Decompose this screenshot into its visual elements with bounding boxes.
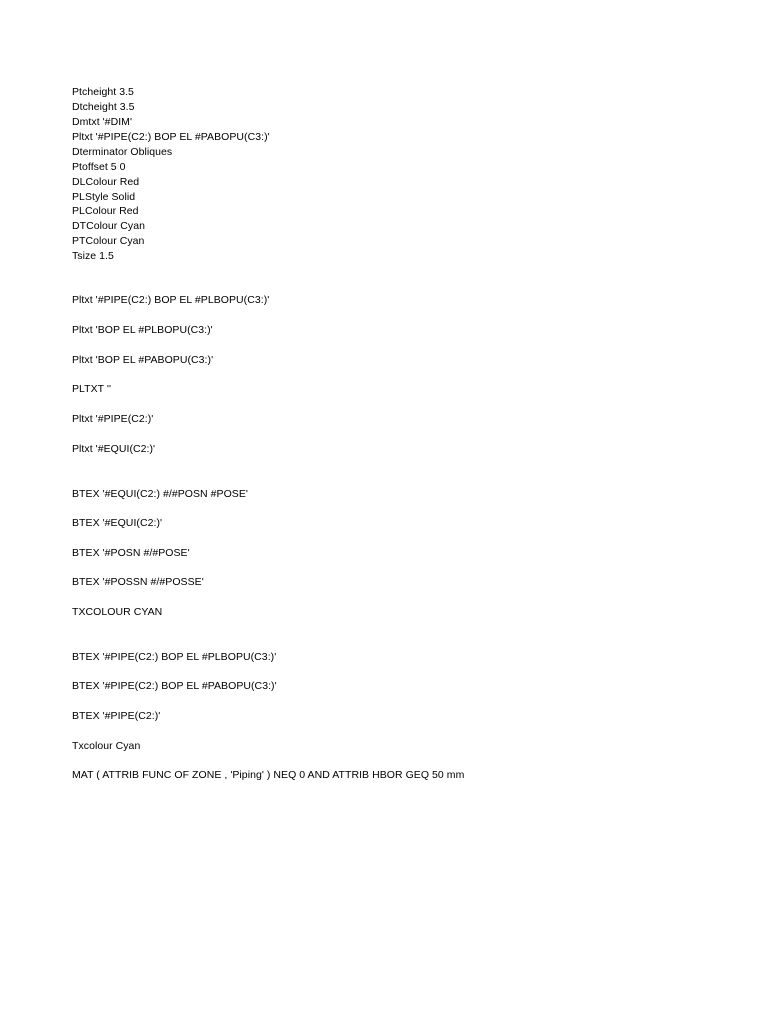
text-line: Dtcheight 3.5 xyxy=(72,101,135,113)
text-line: BTEX '#POSSN #/#POSSE' xyxy=(72,576,204,588)
text-line: Dterminator Obliques xyxy=(72,146,173,158)
text-line: Pltxt '#EQUI(C2:)' xyxy=(72,443,156,455)
text-line: Txcolour Cyan xyxy=(72,740,141,752)
text-line: TXCOLOUR CYAN xyxy=(72,606,163,618)
text-line: PLStyle Solid xyxy=(72,191,136,203)
text-line: BTEX '#EQUI(C2:) #/#POSN #POSE' xyxy=(72,488,248,500)
text-line: DLColour Red xyxy=(72,176,140,188)
text-line: Pltxt '#PIPE(C2:)' xyxy=(72,413,154,425)
text-line: Ptoffset 5 0 xyxy=(72,161,126,173)
text-line: BTEX '#POSN #/#POSE' xyxy=(72,547,190,559)
text-line: PTColour Cyan xyxy=(72,235,145,247)
text-line: MAT ( ATTRIB FUNC OF ZONE , 'Piping' ) NEQ 0 AND ATTRIB HBOR GEQ 50 mm xyxy=(72,769,465,781)
text-line: BTEX '#PIPE(C2:) BOP EL #PLBOPU(C3:)' xyxy=(72,651,277,663)
text-line: PLTXT '' xyxy=(72,383,112,395)
text-line: Tsize 1.5 xyxy=(72,250,114,262)
text-line: Pltxt 'BOP EL #PABOPU(C3:)' xyxy=(72,354,214,366)
text-line: DTColour Cyan xyxy=(72,220,146,232)
text-line: BTEX '#PIPE(C2:)' xyxy=(72,710,161,722)
text-line: Pltxt 'BOP EL #PLBOPU(C3:)' xyxy=(72,324,213,336)
text-line: PLColour Red xyxy=(72,205,139,217)
text-line: BTEX '#PIPE(C2:) BOP EL #PABOPU(C3:)' xyxy=(72,680,277,692)
text-line: Pltxt '#PIPE(C2:) BOP EL #PABOPU(C3:)' xyxy=(72,131,270,143)
text-line: Pltxt '#PIPE(C2:) BOP EL #PLBOPU(C3:)' xyxy=(72,294,270,306)
text-line: Ptcheight 3.5 xyxy=(72,86,134,98)
text-line: Dmtxt '#DIM' xyxy=(72,116,133,128)
text-line: BTEX '#EQUI(C2:)' xyxy=(72,517,163,529)
